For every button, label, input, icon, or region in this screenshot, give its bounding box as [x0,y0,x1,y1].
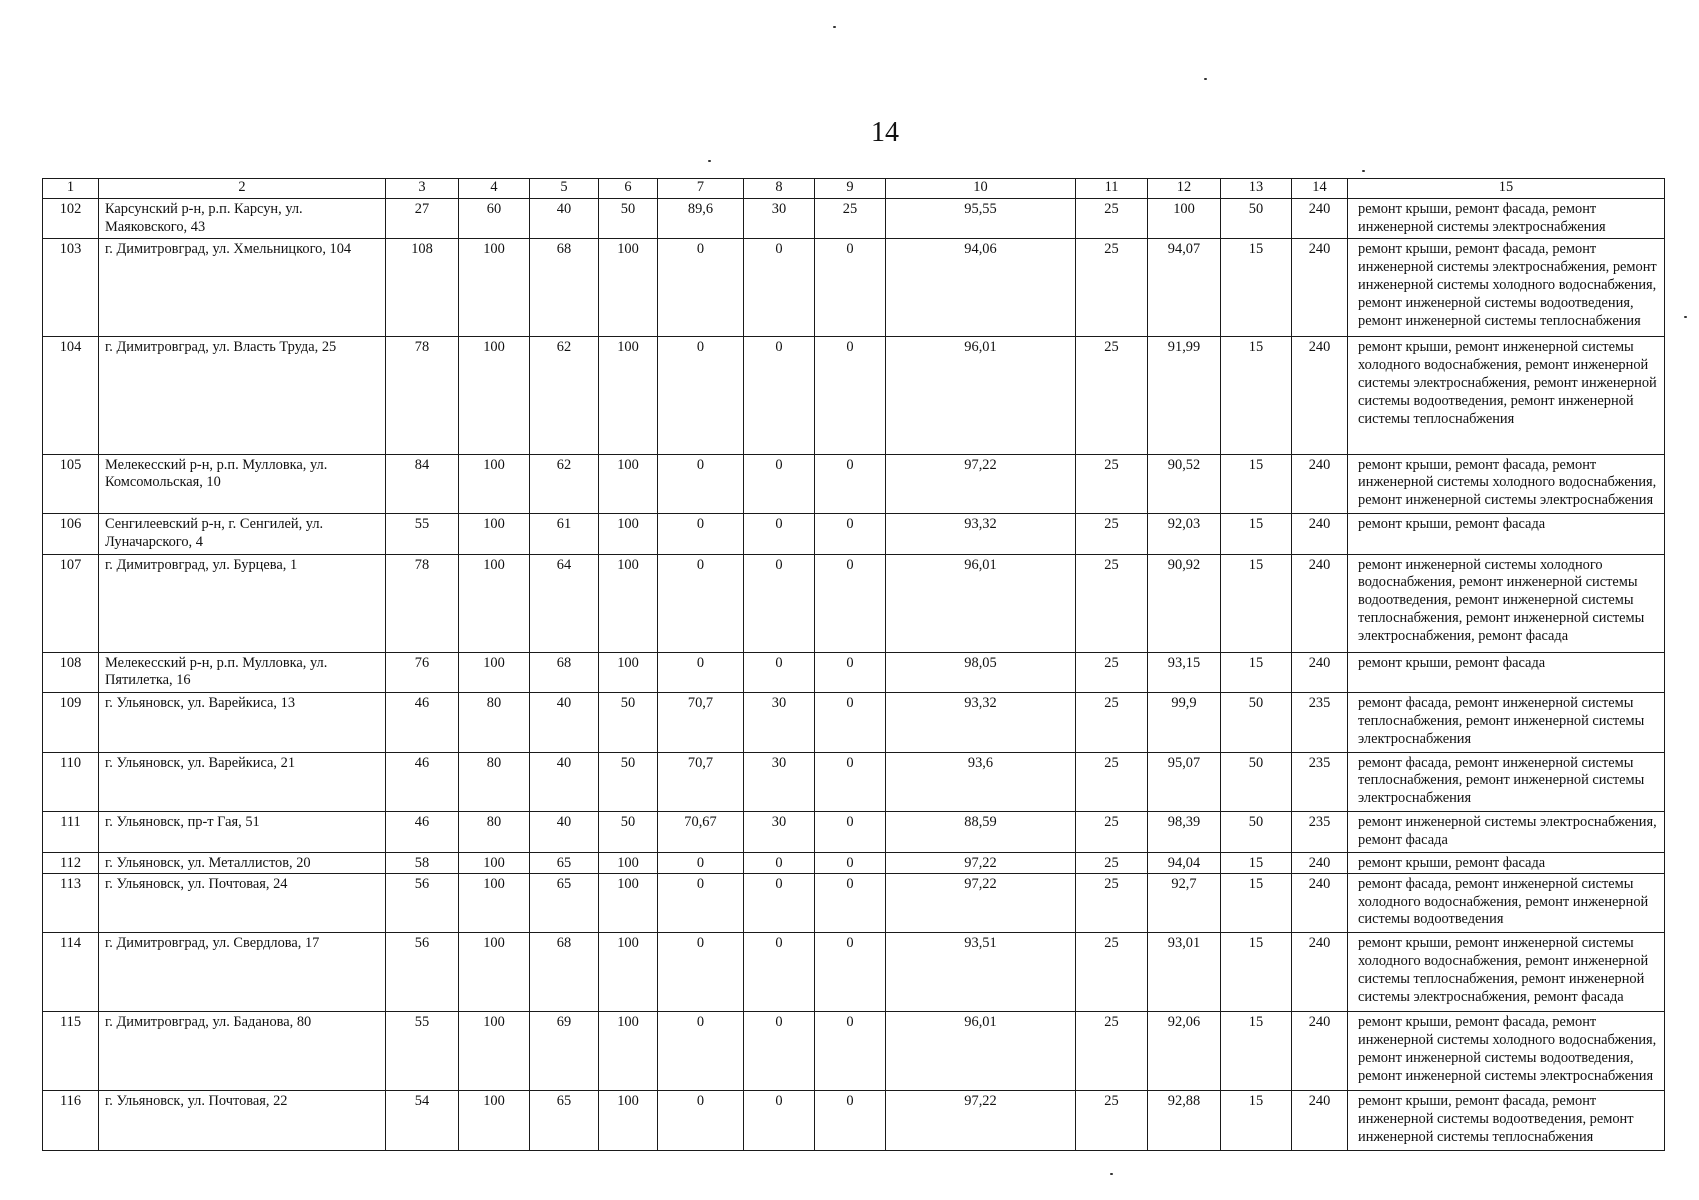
row-number-cell: 113 [43,873,99,933]
value-cell: 235 [1292,692,1348,752]
value-cell: 100 [599,852,658,873]
value-cell: 80 [459,752,530,812]
value-cell: 30 [744,199,815,239]
value-cell: 100 [459,454,530,514]
repair-works-cell: ремонт крыши, ремонт фасада, ремонт инженерной системы водоотведения, ремонт инженерной системы теплоснабжения [1348,1090,1665,1150]
value-cell: 93,32 [886,514,1076,554]
value-cell: 100 [459,1012,530,1091]
value-cell: 0 [815,1012,886,1091]
value-cell: 25 [1076,933,1148,1012]
value-cell: 240 [1292,933,1348,1012]
value-cell: 0 [815,692,886,752]
row-number-cell: 105 [43,454,99,514]
value-cell: 25 [1076,752,1148,812]
address-cell: г. Ульяновск, ул. Почтовая, 22 [99,1090,386,1150]
column-number-cell: 14 [1292,179,1348,199]
value-cell: 0 [815,554,886,652]
value-cell: 55 [386,1012,459,1091]
page-number: 14 [871,117,899,148]
row-number-cell: 114 [43,933,99,1012]
table-row [43,337,1665,454]
value-cell: 100 [599,933,658,1012]
value-cell: 0 [744,652,815,692]
address-cell: г. Ульяновск, пр-т Гая, 51 [99,812,386,852]
row-number-cell: 111 [43,812,99,852]
value-cell: 60 [459,199,530,239]
value-cell: 100 [459,873,530,933]
value-cell: 25 [1076,812,1148,852]
value-cell: 100 [599,337,658,454]
address-cell: г. Ульяновск, ул. Почтовая, 24 [99,873,386,933]
column-number-cell: 5 [530,179,599,199]
column-number-cell: 4 [459,179,530,199]
value-cell: 50 [1221,199,1292,239]
value-cell: 30 [744,812,815,852]
column-number-cell: 7 [658,179,744,199]
value-cell: 100 [599,239,658,337]
value-cell: 50 [599,752,658,812]
value-cell: 15 [1221,554,1292,652]
housing-repair-register-table [42,178,1665,1151]
value-cell: 0 [815,514,886,554]
row-number-cell: 104 [43,337,99,454]
table-row [43,1012,1665,1091]
value-cell: 100 [1148,199,1221,239]
value-cell: 93,6 [886,752,1076,812]
value-cell: 25 [1076,652,1148,692]
value-cell: 15 [1221,852,1292,873]
column-number-row [43,179,1665,199]
value-cell: 78 [386,337,459,454]
value-cell: 62 [530,337,599,454]
value-cell: 15 [1221,1090,1292,1150]
value-cell: 88,59 [886,812,1076,852]
value-cell: 25 [1076,454,1148,514]
value-cell: 240 [1292,454,1348,514]
value-cell: 58 [386,852,459,873]
value-cell: 50 [1221,692,1292,752]
scan-speck [708,160,711,162]
row-number-cell: 108 [43,652,99,692]
value-cell: 240 [1292,1090,1348,1150]
value-cell: 78 [386,554,459,652]
value-cell: 80 [459,812,530,852]
value-cell: 99,9 [1148,692,1221,752]
value-cell: 25 [1076,873,1148,933]
value-cell: 50 [1221,812,1292,852]
value-cell: 240 [1292,873,1348,933]
value-cell: 240 [1292,239,1348,337]
value-cell: 95,07 [1148,752,1221,812]
value-cell: 27 [386,199,459,239]
repair-works-cell: ремонт фасада, ремонт инженерной системы теплоснабжения, ремонт инженерной системы электроснабжения [1348,692,1665,752]
value-cell: 100 [459,933,530,1012]
table-row [43,692,1665,752]
value-cell: 0 [744,554,815,652]
repair-works-cell: ремонт инженерной системы электроснабжения, ремонт фасада [1348,812,1665,852]
value-cell: 90,92 [1148,554,1221,652]
value-cell: 30 [744,692,815,752]
table-row [43,199,1665,239]
repair-works-cell: ремонт крыши, ремонт инженерной системы холодного водоснабжения, ремонт инженерной системы электроснабжения, ремонт инженерной системы водоотведения, ремонт инженерной системы теплоснабжения [1348,337,1665,454]
value-cell: 25 [815,199,886,239]
value-cell: 0 [744,933,815,1012]
address-cell: Карсунский р-н, р.п. Карсун, ул. Маяковского, 43 [99,199,386,239]
column-number-cell: 15 [1348,179,1665,199]
value-cell: 0 [815,239,886,337]
value-cell: 96,01 [886,554,1076,652]
value-cell: 0 [658,1090,744,1150]
row-number-cell: 103 [43,239,99,337]
table-row [43,454,1665,514]
value-cell: 40 [530,199,599,239]
value-cell: 93,51 [886,933,1076,1012]
value-cell: 96,01 [886,1012,1076,1091]
value-cell: 70,7 [658,752,744,812]
value-cell: 56 [386,873,459,933]
value-cell: 97,22 [886,454,1076,514]
table-row [43,1090,1665,1150]
value-cell: 97,22 [886,1090,1076,1150]
value-cell: 76 [386,652,459,692]
value-cell: 0 [815,454,886,514]
scan-speck [1110,1173,1113,1175]
table-row [43,554,1665,652]
address-cell: Мелекесский р-н, р.п. Мулловка, ул. Пятилетка, 16 [99,652,386,692]
row-number-cell: 107 [43,554,99,652]
value-cell: 65 [530,873,599,933]
value-cell: 0 [815,873,886,933]
column-number-cell: 2 [99,179,386,199]
value-cell: 69 [530,1012,599,1091]
value-cell: 25 [1076,692,1148,752]
row-number-cell: 115 [43,1012,99,1091]
value-cell: 97,22 [886,873,1076,933]
value-cell: 56 [386,933,459,1012]
address-cell: г. Ульяновск, ул. Варейкиса, 21 [99,752,386,812]
value-cell: 70,7 [658,692,744,752]
value-cell: 54 [386,1090,459,1150]
repair-works-cell: ремонт крыши, ремонт фасада, ремонт инженерной системы холодного водоснабжения, ремонт инженерной системы водоотведения, ремонт инженерной системы электроснабжения [1348,1012,1665,1091]
value-cell: 55 [386,514,459,554]
value-cell: 100 [459,337,530,454]
repair-works-cell: ремонт крыши, ремонт инженерной системы холодного водоснабжения, ремонт инженерной системы теплоснабжения, ремонт инженерной системы электроснабжения, ремонт фасада [1348,933,1665,1012]
row-number-cell: 112 [43,852,99,873]
scan-speck [1362,170,1365,172]
column-number-cell: 6 [599,179,658,199]
value-cell: 0 [815,812,886,852]
value-cell: 0 [658,652,744,692]
address-cell: г. Димитровград, ул. Хмельницкого, 104 [99,239,386,337]
value-cell: 15 [1221,873,1292,933]
value-cell: 40 [530,752,599,812]
value-cell: 92,7 [1148,873,1221,933]
value-cell: 65 [530,852,599,873]
value-cell: 0 [744,239,815,337]
value-cell: 97,22 [886,852,1076,873]
table-row [43,752,1665,812]
table-row [43,652,1665,692]
value-cell: 15 [1221,652,1292,692]
value-cell: 0 [815,852,886,873]
value-cell: 46 [386,692,459,752]
value-cell: 46 [386,752,459,812]
value-cell: 100 [459,1090,530,1150]
value-cell: 70,67 [658,812,744,852]
value-cell: 100 [599,514,658,554]
value-cell: 64 [530,554,599,652]
repair-works-cell: ремонт крыши, ремонт фасада, ремонт инженерной системы электроснабжения [1348,199,1665,239]
row-number-cell: 116 [43,1090,99,1150]
value-cell: 0 [744,1012,815,1091]
column-number-cell: 1 [43,179,99,199]
value-cell: 100 [459,852,530,873]
row-number-cell: 109 [43,692,99,752]
repair-works-cell: ремонт крыши, ремонт фасада [1348,652,1665,692]
value-cell: 0 [658,239,744,337]
value-cell: 15 [1221,337,1292,454]
value-cell: 100 [459,652,530,692]
row-number-cell: 102 [43,199,99,239]
value-cell: 95,55 [886,199,1076,239]
value-cell: 240 [1292,199,1348,239]
value-cell: 68 [530,239,599,337]
column-number-cell: 8 [744,179,815,199]
value-cell: 68 [530,652,599,692]
value-cell: 92,03 [1148,514,1221,554]
value-cell: 98,05 [886,652,1076,692]
table-row [43,812,1665,852]
value-cell: 40 [530,692,599,752]
value-cell: 92,06 [1148,1012,1221,1091]
repair-works-cell: ремонт крыши, ремонт фасада, ремонт инженерной системы электроснабжения, ремонт инженерной системы холодного водоснабжения, ремонт инженерной системы водоотведения, ремонт инженерной системы теплоснабжения [1348,239,1665,337]
value-cell: 100 [459,239,530,337]
value-cell: 0 [658,1012,744,1091]
value-cell: 30 [744,752,815,812]
value-cell: 0 [815,337,886,454]
value-cell: 100 [459,514,530,554]
column-number-cell: 9 [815,179,886,199]
value-cell: 98,39 [1148,812,1221,852]
value-cell: 93,32 [886,692,1076,752]
value-cell: 0 [744,454,815,514]
value-cell: 0 [815,652,886,692]
value-cell: 40 [530,812,599,852]
value-cell: 50 [599,199,658,239]
value-cell: 0 [658,337,744,454]
value-cell: 94,04 [1148,852,1221,873]
column-number-cell: 11 [1076,179,1148,199]
value-cell: 25 [1076,514,1148,554]
address-cell: Мелекесский р-н, р.п. Мулловка, ул. Комсомольская, 10 [99,454,386,514]
address-cell: г. Димитровград, ул. Бурцева, 1 [99,554,386,652]
value-cell: 235 [1292,752,1348,812]
value-cell: 0 [815,1090,886,1150]
value-cell: 0 [658,933,744,1012]
column-number-cell: 10 [886,179,1076,199]
value-cell: 25 [1076,554,1148,652]
value-cell: 0 [658,852,744,873]
address-cell: г. Димитровград, ул. Власть Труда, 25 [99,337,386,454]
value-cell: 91,99 [1148,337,1221,454]
table-row [43,933,1665,1012]
value-cell: 0 [658,514,744,554]
value-cell: 84 [386,454,459,514]
value-cell: 90,52 [1148,454,1221,514]
value-cell: 50 [599,812,658,852]
value-cell: 15 [1221,1012,1292,1091]
value-cell: 50 [1221,752,1292,812]
repair-works-cell: ремонт фасада, ремонт инженерной системы теплоснабжения, ремонт инженерной системы электроснабжения [1348,752,1665,812]
value-cell: 0 [744,1090,815,1150]
value-cell: 100 [599,454,658,514]
value-cell: 46 [386,812,459,852]
value-cell: 240 [1292,554,1348,652]
value-cell: 96,01 [886,337,1076,454]
value-cell: 89,6 [658,199,744,239]
value-cell: 15 [1221,239,1292,337]
address-cell: г. Димитровград, ул. Свердлова, 17 [99,933,386,1012]
value-cell: 25 [1076,852,1148,873]
scan-speck [833,26,836,28]
value-cell: 50 [599,692,658,752]
value-cell: 62 [530,454,599,514]
value-cell: 25 [1076,1090,1148,1150]
value-cell: 80 [459,692,530,752]
value-cell: 15 [1221,454,1292,514]
scan-speck [1204,78,1207,80]
value-cell: 240 [1292,1012,1348,1091]
value-cell: 100 [459,554,530,652]
value-cell: 61 [530,514,599,554]
table-row [43,873,1665,933]
value-cell: 0 [744,873,815,933]
value-cell: 93,15 [1148,652,1221,692]
row-number-cell: 110 [43,752,99,812]
repair-works-cell: ремонт крыши, ремонт фасада, ремонт инженерной системы холодного водоснабжения, ремонт инженерной системы электроснабжения [1348,454,1665,514]
repair-works-cell: ремонт инженерной системы холодного водоснабжения, ремонт инженерной системы водоотведения, ремонт инженерной системы теплоснабжения, ремонт инженерной системы электроснабжения, ремонт фасада [1348,554,1665,652]
row-number-cell: 106 [43,514,99,554]
value-cell: 93,01 [1148,933,1221,1012]
value-cell: 25 [1076,239,1148,337]
repair-works-cell: ремонт фасада, ремонт инженерной системы холодного водоснабжения, ремонт инженерной системы водоотведения [1348,873,1665,933]
value-cell: 0 [658,873,744,933]
value-cell: 235 [1292,812,1348,852]
value-cell: 0 [658,554,744,652]
value-cell: 25 [1076,199,1148,239]
address-cell: г. Димитровград, ул. Баданова, 80 [99,1012,386,1091]
value-cell: 240 [1292,852,1348,873]
address-cell: г. Ульяновск, ул. Металлистов, 20 [99,852,386,873]
scan-speck [1684,316,1687,318]
value-cell: 108 [386,239,459,337]
value-cell: 92,88 [1148,1090,1221,1150]
table-row [43,239,1665,337]
repair-works-cell: ремонт крыши, ремонт фасада [1348,514,1665,554]
value-cell: 0 [744,337,815,454]
value-cell: 25 [1076,1012,1148,1091]
value-cell: 25 [1076,337,1148,454]
value-cell: 65 [530,1090,599,1150]
repair-works-cell: ремонт крыши, ремонт фасада [1348,852,1665,873]
value-cell: 100 [599,1012,658,1091]
address-cell: г. Ульяновск, ул. Варейкиса, 13 [99,692,386,752]
value-cell: 0 [658,454,744,514]
value-cell: 0 [744,852,815,873]
address-cell: Сенгилеевский р-н, г. Сенгилей, ул. Луначарского, 4 [99,514,386,554]
value-cell: 0 [744,514,815,554]
column-number-cell: 3 [386,179,459,199]
column-number-cell: 12 [1148,179,1221,199]
table-row [43,514,1665,554]
value-cell: 0 [815,933,886,1012]
value-cell: 94,06 [886,239,1076,337]
table-row [43,852,1665,873]
column-number-cell: 13 [1221,179,1292,199]
value-cell: 100 [599,873,658,933]
value-cell: 68 [530,933,599,1012]
value-cell: 240 [1292,337,1348,454]
value-cell: 0 [815,752,886,812]
value-cell: 15 [1221,514,1292,554]
value-cell: 100 [599,1090,658,1150]
value-cell: 94,07 [1148,239,1221,337]
value-cell: 240 [1292,652,1348,692]
value-cell: 100 [599,554,658,652]
value-cell: 15 [1221,933,1292,1012]
value-cell: 240 [1292,514,1348,554]
value-cell: 100 [599,652,658,692]
